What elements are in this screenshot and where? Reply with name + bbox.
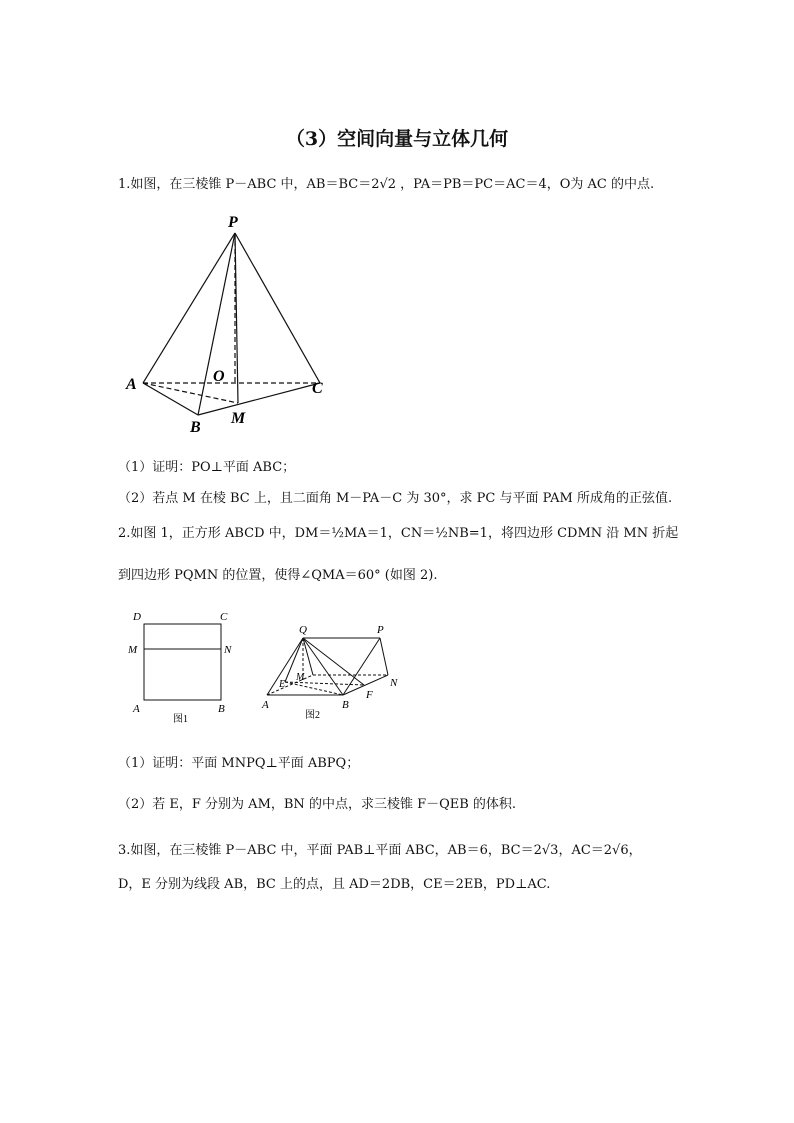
page-title: （3）空间向量与立体几何 (285, 128, 509, 150)
fig1-label-C: C (220, 611, 228, 623)
label-B: B (190, 419, 201, 436)
fig2-label-F: F (366, 689, 373, 701)
problem-3-statement-line-1: 3.如图，在三棱锥 P－ABC 中，平面 PAB⊥平面 ABC，AB＝6，BC＝2√3，AC＝2√6， (118, 843, 642, 858)
square-figure (125, 605, 240, 730)
problem-3-statement-line-2: D，E 分别为线段 AB，BC 上的点，且 AD＝2DB，CE＝2EB，PD⊥AC. (118, 877, 551, 892)
fig2-label-A: A (262, 699, 269, 711)
label-O: O (213, 368, 225, 385)
problem-1-part-2: （2）若点 M 在棱 BC 上，且二面角 M－PA－C 为 30°，求 PC 与平面 PAM 所成角的正弦值. (118, 491, 673, 506)
problem-2-part-1: （1）证明：平面 MNPQ⊥平面 ABPQ； (118, 756, 360, 771)
label-M: M (231, 410, 246, 427)
fig1-label-B: B (218, 703, 225, 715)
problem-1-statement: 1.如图，在三棱锥 P－ABC 中，AB＝BC＝2√2 ，PA＝PB＝PC＝AC＝4，O为 AC 的中点. (118, 177, 655, 192)
problem-2-part-2: （2）若 E，F 分别为 AM，BN 的中点，求三棱锥 F－QEB 的体积. (118, 797, 517, 812)
problem-2-statement-line-2: 到四边形 PQMN 的位置，使得∠QMA＝60° (如图 2). (118, 568, 438, 583)
fig1-caption: 图1 (173, 714, 188, 725)
fig2-label-Q: Q (299, 624, 307, 636)
problem-1-part-1: （1）证明：PO⊥平面 ABC； (118, 460, 296, 475)
fig2-caption: 图2 (305, 710, 320, 721)
fig1-label-M: M (128, 644, 138, 656)
folded-solid-figure (255, 620, 415, 725)
label-A: A (126, 376, 137, 393)
fig2-label-N: N (390, 677, 398, 689)
fig1-label-A: A (133, 703, 140, 715)
fig2-label-E: E (279, 679, 286, 690)
fig1-label-D: D (133, 611, 141, 623)
fig2-label-P: P (377, 624, 384, 636)
fig1-label-N: N (224, 644, 232, 656)
label-P: P (228, 214, 238, 231)
label-C: C (312, 380, 323, 397)
fig2-label-B: B (342, 699, 349, 711)
fig2-label-M: M (296, 672, 305, 683)
tetrahedron-figure (110, 205, 350, 440)
problem-2-statement-line-1: 2.如图 1，正方形 ABCD 中，DM＝½MA＝1，CN＝½NB=1，将四边形 CDMN 沿 MN 折起 (118, 526, 679, 541)
